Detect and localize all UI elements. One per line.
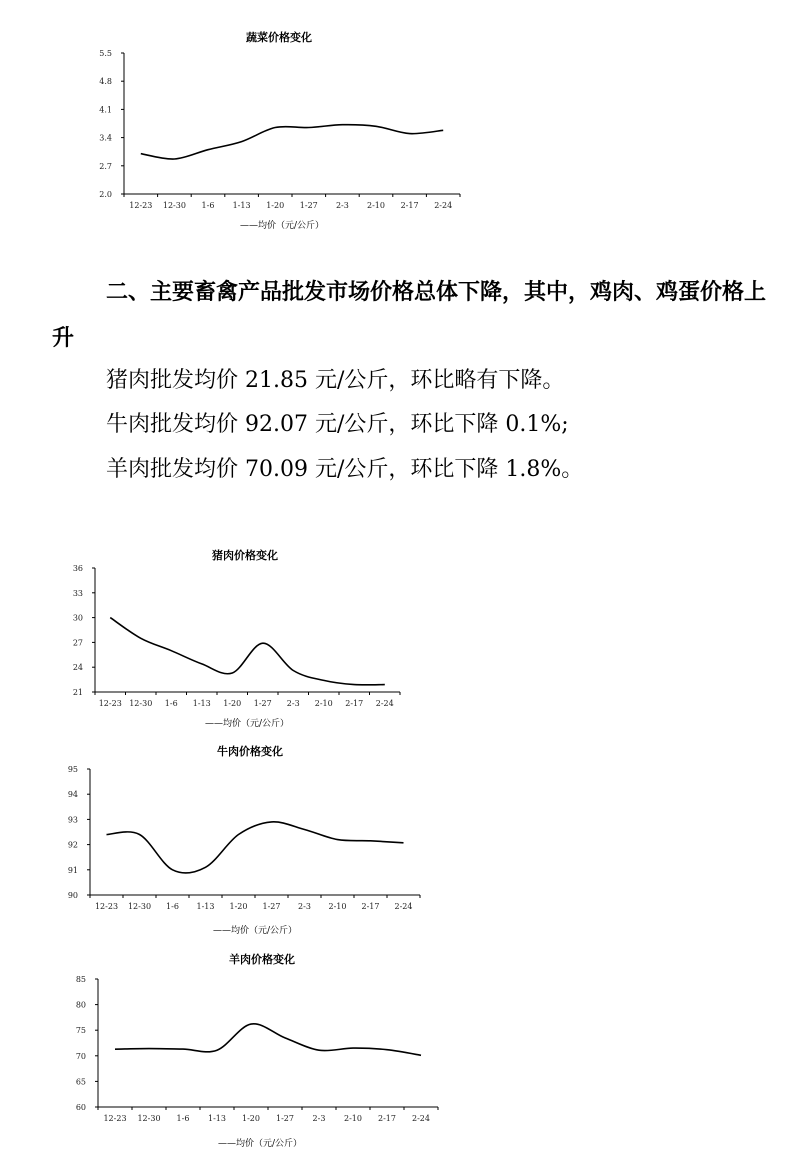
x-tick-label: 12-30 [162,201,186,210]
y-tick-label: 92 [67,840,78,850]
x-tick-label: 2-3 [298,902,311,911]
y-tick-label: 5.5 [99,49,112,58]
x-tick-label: 1-6 [166,902,179,911]
pork-paragraph: 猪肉批发均价 21.85 元/公斤，环比略有下降。 [106,368,565,393]
x-tick-label: 1-27 [299,201,318,210]
x-tick-label: 2-17 [345,699,364,708]
beef-paragraph: 牛肉批发均价 92.07 元/公斤，环比下降 0.1%; [106,412,569,437]
x-tick-label: 1-6 [176,1114,190,1123]
chart-title: 蔬菜价格变化 [246,31,312,44]
y-tick-label: 95 [67,765,78,774]
x-tick-label: 1-20 [242,1114,260,1123]
x-tick-label: 2-3 [335,201,349,210]
y-tick-label: 75 [75,1026,86,1036]
y-axis-ticks [68,765,90,900]
x-tick-label: 2-24 [434,201,453,210]
x-tick-label: 12-30 [127,902,152,911]
y-tick-label: 36 [72,564,83,573]
x-tick-label: 12-23 [129,201,153,210]
beef-price-chart [0,740,798,940]
y-tick-label: 94 [67,790,78,800]
y-tick-label: 3.4 [99,133,112,143]
y-tick-label: 27 [72,638,83,648]
section-heading: 二、主要畜禽产品批发市场价格总体下降，其中，鸡肉、鸡蛋价格上升 [52,280,767,351]
x-tick-label: 1-13 [208,1114,226,1123]
x-tick-label: 12-23 [94,902,119,911]
y-tick-label: 91 [67,865,78,875]
y-tick-label: 2.0 [99,190,112,199]
x-tick-label: 12-30 [137,1114,161,1123]
x-axis-ticks [98,1107,438,1123]
x-tick-label: 2-24 [394,902,413,911]
x-tick-label: 1-20 [229,902,248,911]
y-tick-label: 70 [75,1051,86,1061]
y-tick-label: 30 [72,613,83,623]
x-tick-label: 1-13 [232,201,251,210]
x-tick-label: 1-20 [266,201,285,210]
legend: ——均价（元/公斤） [240,221,325,231]
legend: ——均价（元/公斤） [218,1139,303,1149]
x-tick-label: 2-10 [367,201,385,210]
x-tick-label: 2-10 [344,1114,362,1123]
x-tick-label: 1-6 [201,201,215,210]
mutton-paragraph: 羊肉批发均价 70.09 元/公斤，环比下降 1.8%。 [106,457,584,482]
x-tick-label: 2-3 [286,699,300,708]
y-axis-ticks [99,49,124,199]
x-axis-ticks [95,692,400,708]
y-tick-label: 4.1 [99,105,112,115]
y-tick-label: 90 [67,891,78,900]
x-tick-label: 1-13 [192,699,211,708]
y-tick-label: 85 [75,975,86,984]
mutton-price-chart [0,945,798,1155]
x-tick-label: 12-23 [98,699,122,708]
x-tick-label: 1-27 [276,1114,294,1123]
y-tick-label: 33 [72,588,83,598]
y-tick-label: 80 [75,1000,86,1010]
y-tick-label: 21 [72,688,83,697]
y-tick-label: 60 [75,1103,86,1112]
x-tick-label: 2-24 [412,1114,430,1123]
vegetable-price-chart [0,0,798,240]
series-line-avg-price [107,822,404,873]
x-tick-label: 1-27 [262,902,281,911]
x-axis-ticks [90,895,420,911]
y-tick-label: 24 [72,663,83,673]
x-tick-label: 2-24 [375,699,394,708]
x-tick-label: 2-3 [312,1114,326,1123]
x-tick-label: 2-10 [314,699,333,708]
x-tick-label: 1-6 [164,699,178,708]
x-tick-label: 1-27 [253,699,272,708]
chart-title: 猪肉价格变化 [212,549,278,562]
x-tick-label: 2-10 [328,902,347,911]
legend: ——均价（元/公斤） [205,719,290,729]
y-tick-label: 4.8 [99,77,112,87]
series-line-avg-price [110,618,385,685]
x-tick-label: 12-30 [129,699,153,708]
x-axis-ticks [124,194,460,210]
y-tick-label: 2.7 [99,161,112,171]
legend: ——均价（元/公斤） [213,926,298,936]
x-tick-label: 1-13 [196,902,215,911]
x-tick-label: 2-17 [361,902,380,911]
series-line-avg-price [141,125,443,159]
x-tick-label: 2-17 [400,201,419,210]
chart-title: 牛肉价格变化 [217,745,283,758]
x-tick-label: 12-23 [103,1114,127,1123]
y-axis-ticks [76,975,98,1112]
x-tick-label: 1-20 [223,699,242,708]
x-tick-label: 2-17 [378,1114,396,1123]
y-tick-label: 93 [67,815,78,825]
y-axis-ticks [73,564,95,697]
chart-title: 羊肉价格变化 [229,953,295,966]
y-tick-label: 65 [75,1077,86,1087]
series-line-avg-price [115,1024,421,1055]
pork-price-chart [0,540,798,740]
